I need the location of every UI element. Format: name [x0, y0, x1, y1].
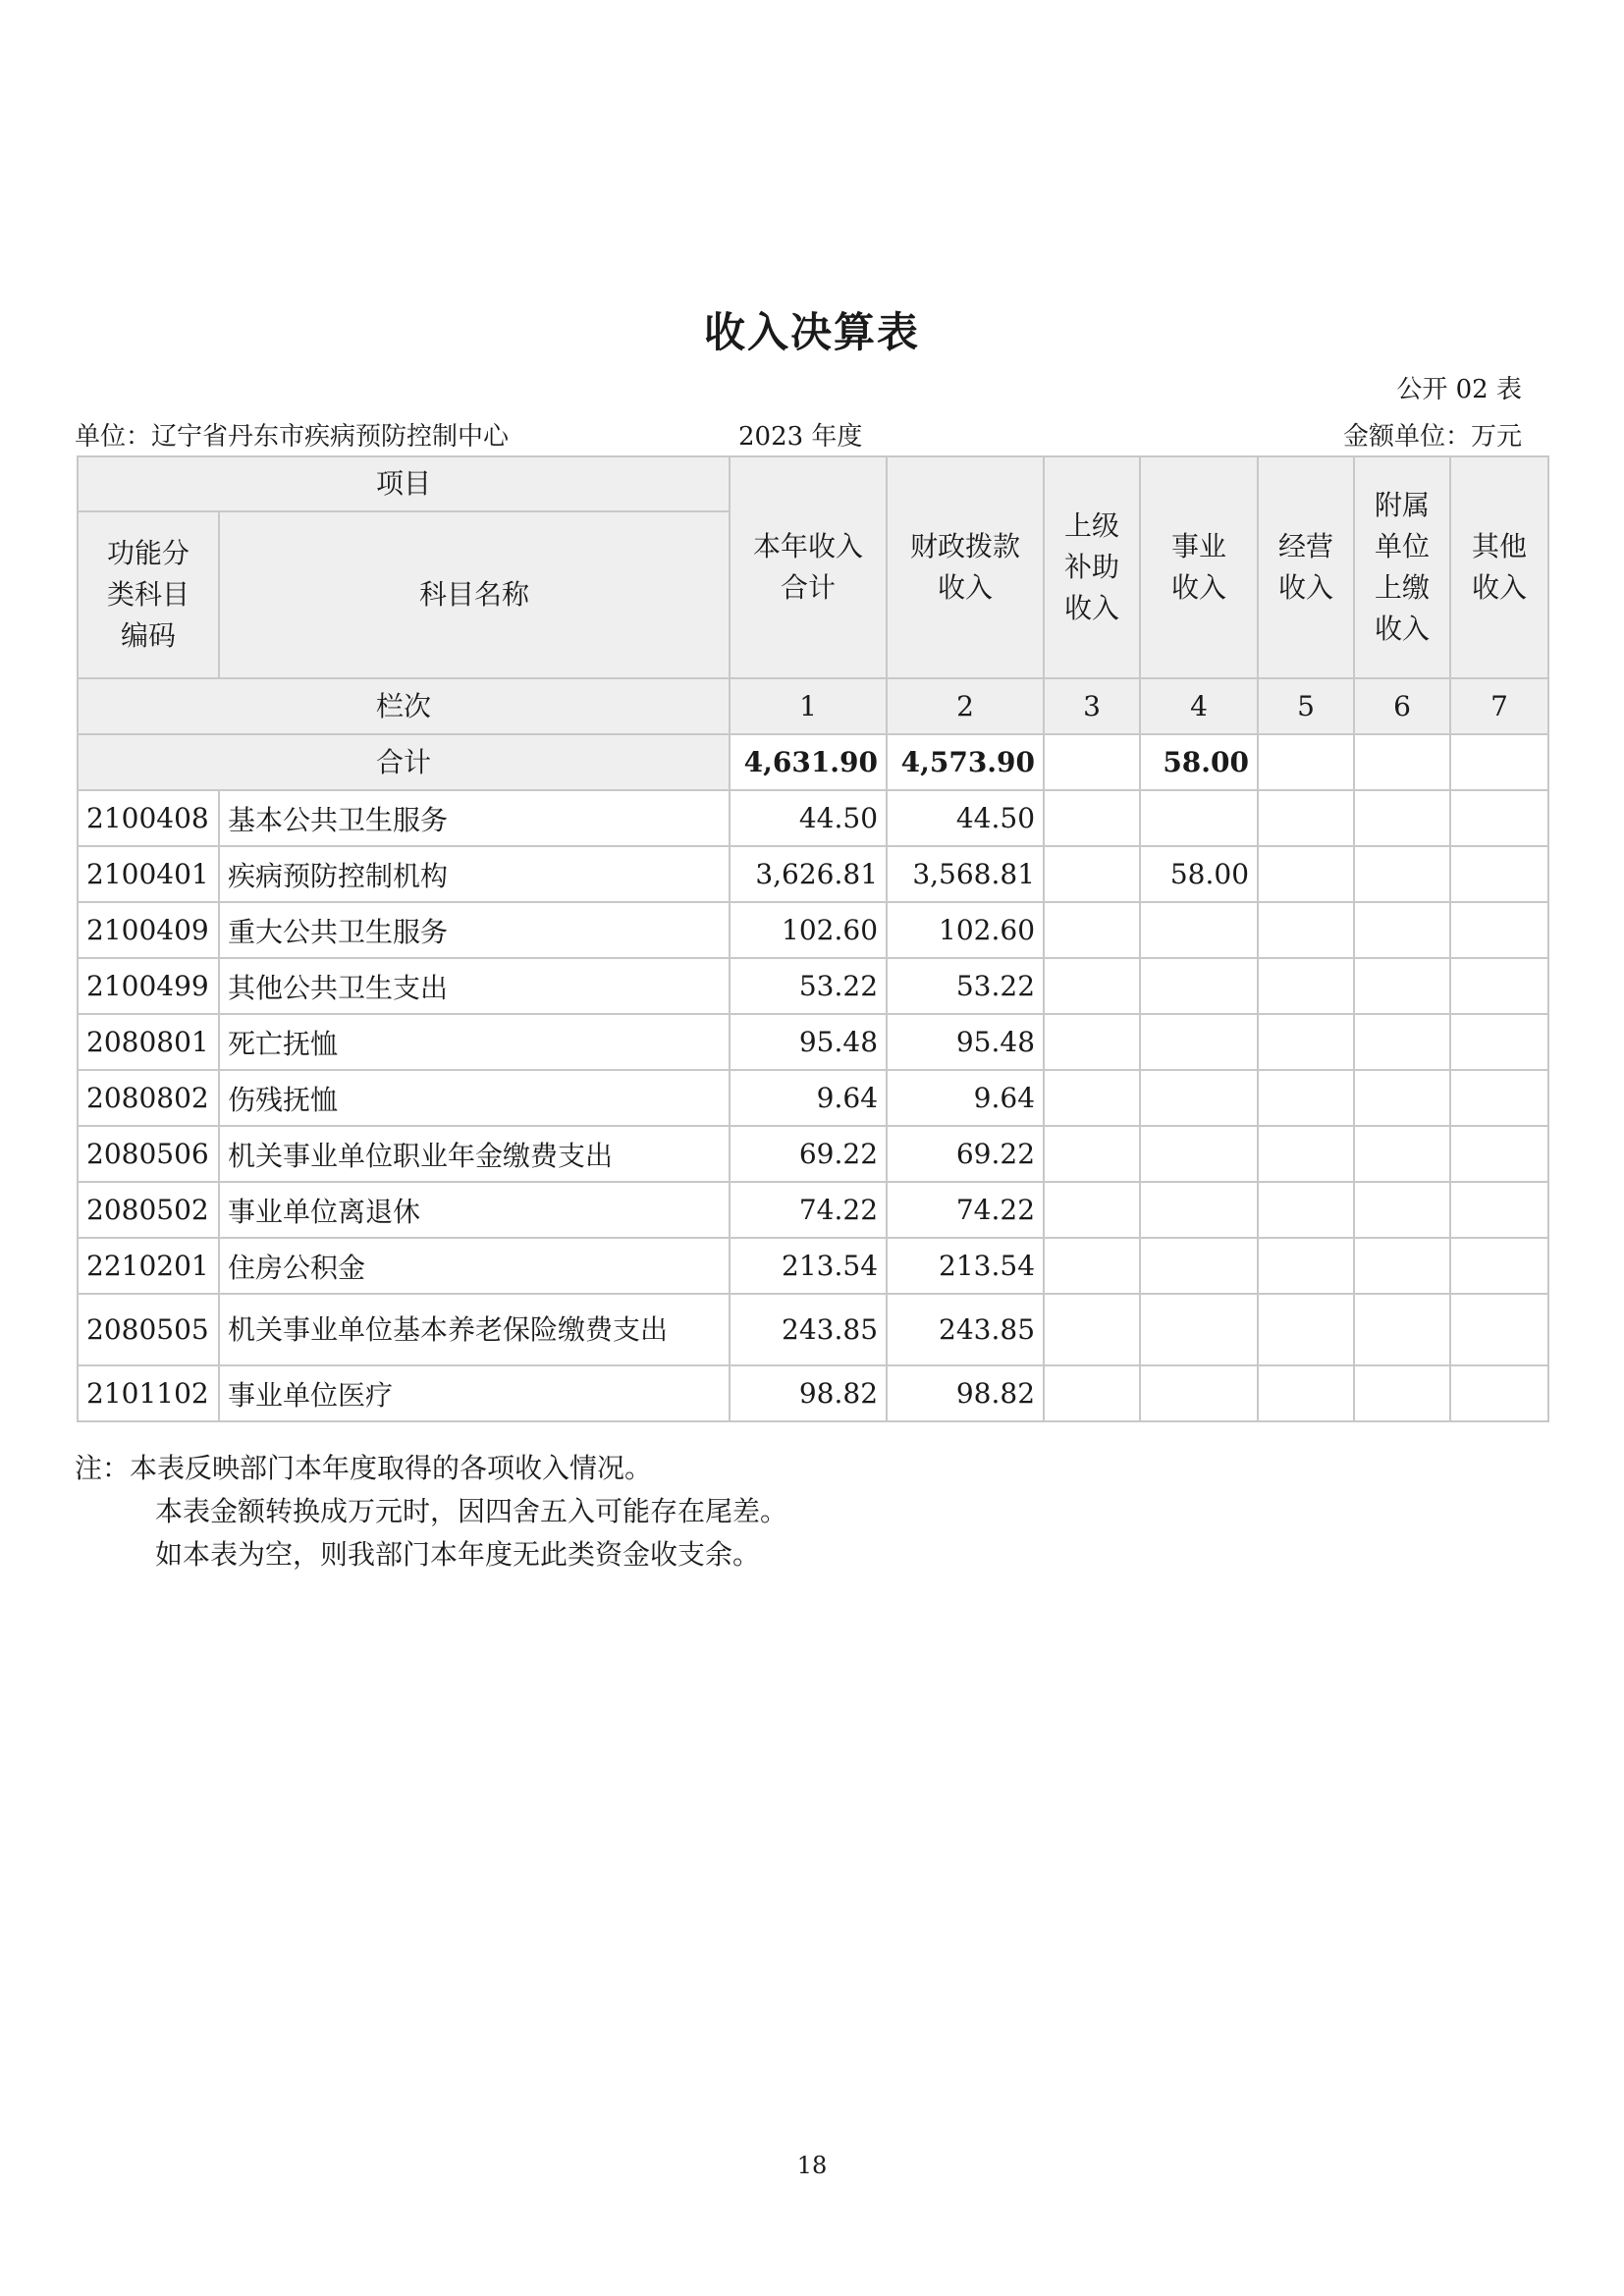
amount-cell: [1044, 1294, 1140, 1365]
amount-cell: [1258, 1365, 1354, 1421]
header-col-1: [730, 456, 887, 678]
header-col-2: [887, 456, 1044, 678]
amount-cell: [1140, 902, 1258, 958]
total-value: [1450, 734, 1548, 790]
amount-cell: 3,568.81: [887, 846, 1044, 902]
amount-cell: [1450, 902, 1548, 958]
subject-code: 2080506: [78, 1126, 219, 1182]
row-num-label: 栏次: [78, 678, 730, 734]
total-value: 58.00: [1140, 734, 1258, 790]
amount-cell: [1044, 1126, 1140, 1182]
note-line: 注：本表反映部门本年度取得的各项收入情况。: [75, 1452, 653, 1484]
amount-cell: [1354, 1182, 1450, 1238]
amount-cell: [1354, 1014, 1450, 1070]
amount-cell: 53.22: [730, 958, 887, 1014]
amount-cell: [1258, 790, 1354, 846]
amount-cell: 74.22: [730, 1182, 887, 1238]
header-col-3-line: 收入: [1064, 592, 1120, 624]
amount-cell: [1450, 1238, 1548, 1294]
total-value: 4,631.90: [730, 734, 887, 790]
subject-code: 2100401: [78, 846, 219, 902]
table-row: [78, 1070, 1548, 1126]
subject-name: 机关事业单位基本养老保险缴费支出: [219, 1294, 730, 1365]
table-row: [78, 1294, 1548, 1365]
header-col-6-line: 上缴: [1375, 571, 1431, 604]
amount-cell: [1450, 1014, 1548, 1070]
amount-cell: [1354, 1126, 1450, 1182]
amount-cell: [1354, 1238, 1450, 1294]
amount-cell: [1044, 1238, 1140, 1294]
row-num: 5: [1258, 678, 1354, 734]
table-number: 公开 02 表: [1396, 375, 1522, 404]
total-value: [1044, 734, 1140, 790]
amount-cell: 95.48: [730, 1014, 887, 1070]
header-col-3-line: 补助: [1064, 551, 1120, 583]
header-col-5-line: 经营: [1278, 530, 1334, 562]
subject-name: 基本公共卫生服务: [219, 790, 730, 846]
header-col-7-line: 收入: [1472, 571, 1528, 604]
amount-cell: 69.22: [730, 1126, 887, 1182]
amount-cell: [1450, 958, 1548, 1014]
subject-name: 住房公积金: [219, 1238, 730, 1294]
table-row: [78, 1014, 1548, 1070]
subject-name: 重大公共卫生服务: [219, 902, 730, 958]
amount-cell: [1450, 846, 1548, 902]
amount-cell: 58.00: [1140, 846, 1258, 902]
amount-cell: [1140, 1182, 1258, 1238]
amount-cell: [1450, 1365, 1548, 1421]
row-num: 2: [887, 678, 1044, 734]
amount-cell: 53.22: [887, 958, 1044, 1014]
subject-name: 事业单位离退休: [219, 1182, 730, 1238]
header-col-2-line: 财政拨款: [910, 530, 1021, 562]
subject-code: 2080502: [78, 1182, 219, 1238]
subject-code: 2100499: [78, 958, 219, 1014]
header-code-line: 编码: [120, 619, 176, 652]
row-num: 7: [1450, 678, 1548, 734]
amount-cell: [1450, 790, 1548, 846]
amount-cell: [1044, 958, 1140, 1014]
amount-cell: 98.82: [887, 1365, 1044, 1421]
amount-cell: [1354, 1365, 1450, 1421]
header-col-2-line: 收入: [938, 571, 994, 604]
income-table: [77, 455, 1549, 1422]
subject-name: 伤残抚恤: [219, 1070, 730, 1126]
amount-cell: [1140, 1365, 1258, 1421]
subject-code: 2100409: [78, 902, 219, 958]
header-col-7: [1450, 456, 1548, 678]
header-col-4-line: 事业: [1171, 530, 1227, 562]
amount-cell: [1140, 1294, 1258, 1365]
subject-name: 事业单位医疗: [219, 1365, 730, 1421]
amount-cell: [1044, 1014, 1140, 1070]
amount-cell: 102.60: [730, 902, 887, 958]
amount-cell: [1044, 1070, 1140, 1126]
amount-cell: [1450, 1294, 1548, 1365]
table-row: [78, 1238, 1548, 1294]
amount-cell: [1450, 1182, 1548, 1238]
header-col-3-line: 上级: [1064, 509, 1120, 542]
row-num: 1: [730, 678, 887, 734]
amount-cell: 213.54: [887, 1238, 1044, 1294]
reporting-unit: 单位：辽宁省丹东市疾病预防控制中心: [75, 422, 510, 452]
amount-cell: [1450, 1126, 1548, 1182]
table-row: [78, 790, 1548, 846]
amount-cell: 98.82: [730, 1365, 887, 1421]
amount-cell: [1450, 1070, 1548, 1126]
total-value: 4,573.90: [887, 734, 1044, 790]
subject-name: 死亡抚恤: [219, 1014, 730, 1070]
amount-cell: [1258, 1238, 1354, 1294]
amount-cell: [1044, 790, 1140, 846]
header-col-4-line: 收入: [1171, 571, 1227, 604]
header-col-1-line: 合计: [781, 571, 837, 604]
subject-name: 疾病预防控制机构: [219, 846, 730, 902]
table-row: [78, 1126, 1548, 1182]
amount-cell: 213.54: [730, 1238, 887, 1294]
amount-cell: 243.85: [887, 1294, 1044, 1365]
amount-cell: 95.48: [887, 1014, 1044, 1070]
amount-cell: 74.22: [887, 1182, 1044, 1238]
header-col-6-line: 收入: [1375, 613, 1431, 645]
header-code-line: 功能分: [106, 537, 189, 569]
header-col-6-line: 单位: [1375, 530, 1431, 562]
amount-cell: [1354, 1070, 1450, 1126]
header-col-3: [1044, 456, 1140, 678]
amount-cell: [1354, 790, 1450, 846]
subject-code: 2080801: [78, 1014, 219, 1070]
header-col-1-line: 本年收入: [753, 530, 864, 562]
total-value: [1354, 734, 1450, 790]
amount-cell: [1044, 902, 1140, 958]
amount-cell: 9.64: [730, 1070, 887, 1126]
amount-cell: [1140, 790, 1258, 846]
subject-code: 2210201: [78, 1238, 219, 1294]
amount-cell: [1354, 958, 1450, 1014]
amount-cell: [1258, 1070, 1354, 1126]
page-number: 18: [796, 2152, 828, 2179]
amount-cell: [1140, 958, 1258, 1014]
header-col-7-line: 其他: [1472, 530, 1528, 562]
amount-cell: [1258, 1294, 1354, 1365]
subject-name: 机关事业单位职业年金缴费支出: [219, 1126, 730, 1182]
header-item: 项目: [78, 456, 730, 511]
amount-cell: [1258, 1182, 1354, 1238]
header-col-5-line: 收入: [1278, 571, 1334, 604]
amount-cell: [1140, 1126, 1258, 1182]
header-code-line: 类科目: [106, 578, 189, 611]
header-col-6: [1354, 456, 1450, 678]
row-num: 6: [1354, 678, 1450, 734]
header-col-5: [1258, 456, 1354, 678]
amount-cell: 9.64: [887, 1070, 1044, 1126]
table-row: [78, 846, 1548, 902]
amount-cell: 44.50: [887, 790, 1044, 846]
money-unit: 金额单位：万元: [1342, 422, 1522, 452]
amount-cell: [1140, 1070, 1258, 1126]
amount-cell: [1258, 902, 1354, 958]
note-line: 如本表为空，则我部门本年度无此类资金收支余。: [155, 1538, 761, 1571]
amount-cell: [1044, 846, 1140, 902]
amount-cell: [1140, 1014, 1258, 1070]
subject-code: 2100408: [78, 790, 219, 846]
amount-cell: [1258, 958, 1354, 1014]
amount-cell: 3,626.81: [730, 846, 887, 902]
table-notes: [75, 1447, 787, 1576]
header-name: 科目名称: [219, 511, 730, 678]
amount-cell: [1258, 1126, 1354, 1182]
amount-cell: [1354, 1294, 1450, 1365]
table-row: [78, 902, 1548, 958]
total-label: 合计: [78, 734, 730, 790]
header-col-4: [1140, 456, 1258, 678]
amount-cell: 69.22: [887, 1126, 1044, 1182]
amount-cell: 44.50: [730, 790, 887, 846]
total-row: [78, 734, 1548, 790]
amount-cell: [1354, 846, 1450, 902]
header-code: [78, 511, 219, 678]
table-row: [78, 1182, 1548, 1238]
amount-cell: 102.60: [887, 902, 1044, 958]
amount-cell: 243.85: [730, 1294, 887, 1365]
subject-code: 2080505: [78, 1294, 219, 1365]
row-num: 4: [1140, 678, 1258, 734]
subject-code: 2101102: [78, 1365, 219, 1421]
amount-cell: [1044, 1365, 1140, 1421]
table-row: [78, 1365, 1548, 1421]
subject-name: 其他公共卫生支出: [219, 958, 730, 1014]
total-value: [1258, 734, 1354, 790]
amount-cell: [1354, 902, 1450, 958]
header-col-6-line: 附属: [1375, 489, 1431, 521]
fiscal-year: 2023 年度: [738, 422, 863, 452]
page-title: 收入决算表: [703, 308, 920, 356]
amount-cell: [1258, 1014, 1354, 1070]
amount-cell: [1140, 1238, 1258, 1294]
table-row: [78, 958, 1548, 1014]
amount-cell: [1044, 1182, 1140, 1238]
subject-code: 2080802: [78, 1070, 219, 1126]
note-line: 本表金额转换成万元时，因四舍五入可能存在尾差。: [155, 1495, 788, 1527]
row-num: 3: [1044, 678, 1140, 734]
amount-cell: [1258, 846, 1354, 902]
